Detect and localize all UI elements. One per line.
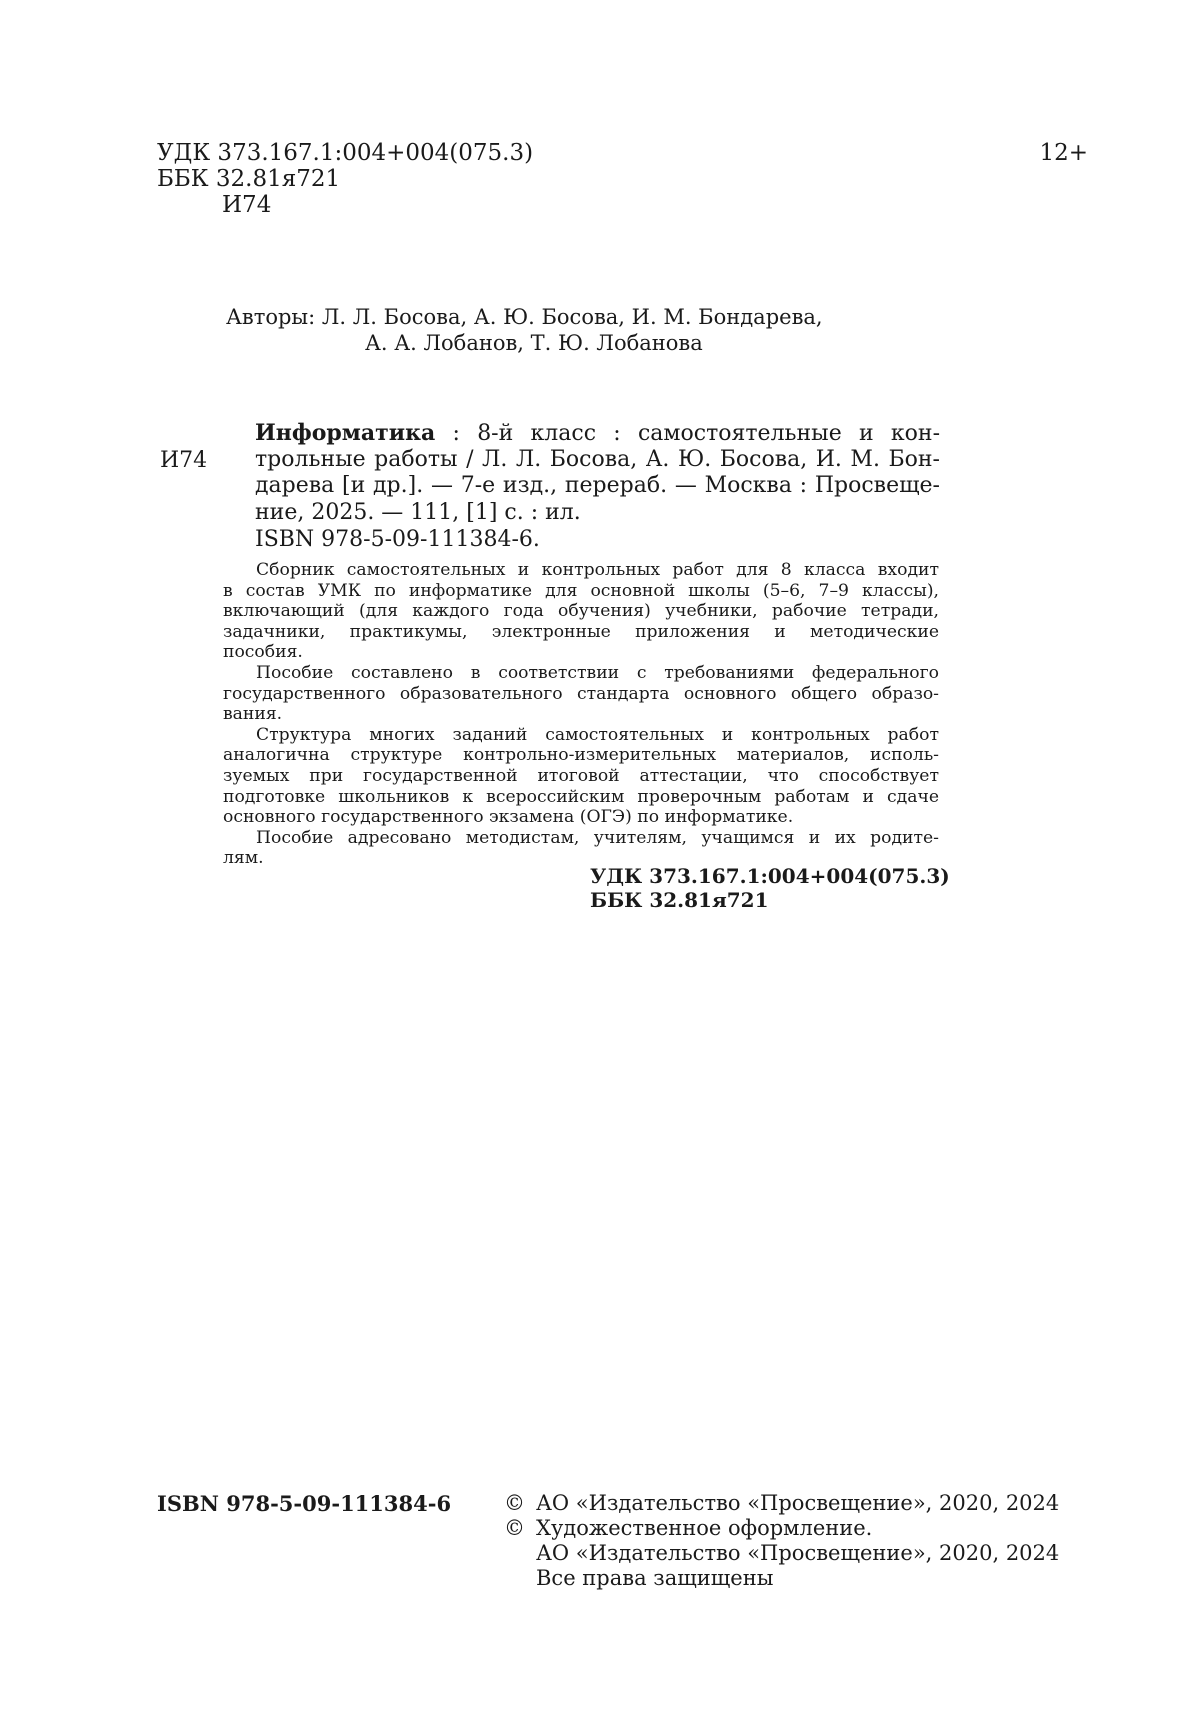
bbk-code-bottom: ББК 32.81я721 [590,888,769,912]
copyright-design-publisher: АО «Издательство «Просвещение», 2020, 2024 [536,1541,1060,1565]
biblio-line-3: дарева [и др.]. — 7-е изд., перераб. — Москва : Просвеще- [255,473,940,498]
udk-code: УДК 373.167.1:004+004(075.3) [157,140,534,166]
copyright-publisher: АО «Издательство «Просвещение», 2020, 2024 [536,1491,1060,1515]
annotation-line: пособия. [223,642,303,663]
copyright-row-1 [504,1491,1059,1516]
udk-code-bottom: УДК 373.167.1:004+004(075.3) [590,864,950,888]
biblio-line-1 [255,420,940,447]
authors-line-1: Авторы: Л. Л. Босова, А. Ю. Босова, И. М. Бондарева, [226,305,823,329]
authors-line-2: А. А. Лобанов, Т. Ю. Лобанова [365,331,703,355]
annotation [223,560,939,869]
biblio-author-code: И74 [160,448,208,473]
annotation-line: подготовке школьников к всероссийским проверочным работам и сдаче [223,786,939,807]
biblio-line-4: ние, 2025. — 111, [1] с. : ил. [255,499,581,525]
biblio-line-1-rest: : 8-й класс : самостоятельные и кон- [435,421,940,446]
annotation-line: Структура многих заданий самостоятельных и контрольных работ [256,724,939,745]
annotation-line: в состав УМК по информатике для основной школы (5–6, 7–9 классы), [223,580,939,601]
copyright-symbol: © [504,1516,525,1540]
annotation-line: Пособие адресовано методистам, учителям, учащимся и их родите- [256,827,939,848]
annotation-line: основного государственного экзамена (ОГЭ) по информатике. [223,807,794,828]
annotation-line: включающий (для каждого года обучения) учебники, рабочие тетради, [223,601,939,622]
annotation-line: государственного образовательного стандарта основного общего образо- [223,683,939,704]
annotation-line: Сборник самостоятельных и контрольных работ для 8 класса входит [256,560,939,580]
rights-reserved: Все права защищены [536,1566,774,1590]
copyright-symbol: © [504,1491,525,1515]
copyright-block [504,1491,1059,1591]
bbk-code: ББК 32.81я721 [157,166,341,192]
annotation-line: зуемых при государственной итоговой аттестации, что способствует [223,765,939,786]
annotation-line: аналогична структуре контрольно-измерительных материалов, исполь- [223,745,939,766]
biblio-isbn: ISBN 978-5-09-111384-6. [255,527,540,552]
annotation-line: Пособие составлено в соответствии с требованиями федерального [256,662,939,683]
book-title: Информатика [255,420,436,446]
author-code: И74 [222,192,272,218]
annotation-line: лям. [223,848,264,869]
copyright-row-2 [504,1516,1059,1541]
bibliographic-description [255,420,940,526]
annotation-line: задачники, практикумы, электронные приложения и методические [223,621,939,642]
annotation-line: вания. [223,704,283,725]
age-rating: 12+ [1039,140,1088,166]
footer-isbn: ISBN 978-5-09-111384-6 [157,1491,452,1516]
biblio-line-2: трольные работы / Л. Л. Босова, А. Ю. Босова, И. М. Бон- [255,446,940,472]
copyright-design: Художественное оформление. [536,1516,873,1540]
